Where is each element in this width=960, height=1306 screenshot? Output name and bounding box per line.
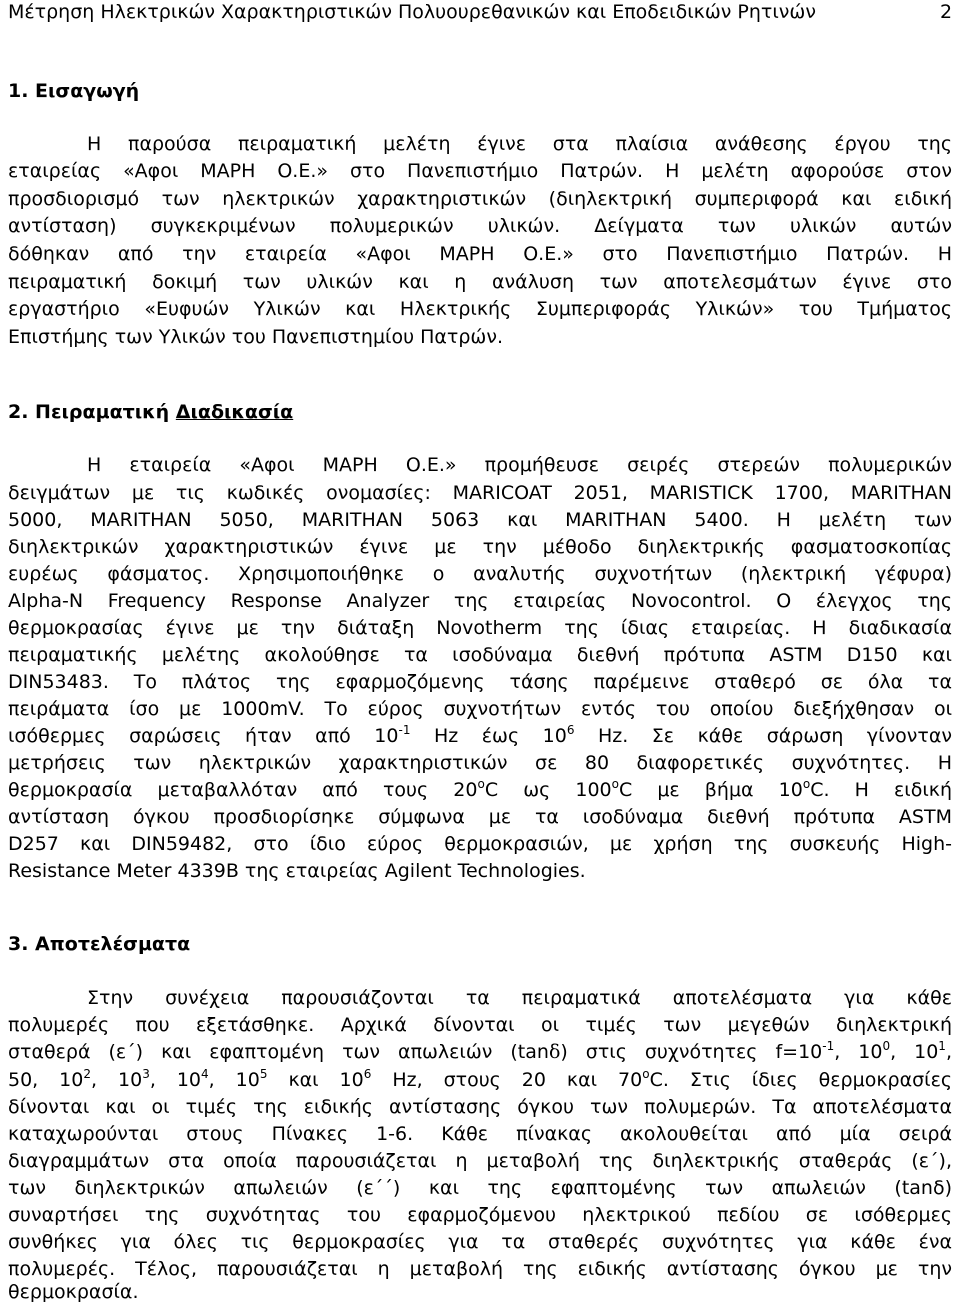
section-3-line: πολυμερές που εξετάσθηκε. Αρχικά δίνονται οι τιμές των μεγεθών διηλεκτρική [8, 1014, 952, 1036]
section-3-line: δίνονται και οι τιμές της ειδικής αντίστασης όγκου των πολυμερών. Τα αποτελέσματα [8, 1096, 952, 1118]
s3l4-text-f: Hz, στους 20 και 70 [371, 1069, 643, 1091]
s3l4-text-e: και 10 [267, 1069, 364, 1091]
section-3-line: συναρτήσει της συχνότητας του εφαρμοζόμενου ηλεκτρικού πεδίου σε ισόθερμες [8, 1204, 952, 1226]
s3l3-text-a: σταθερά (ε΄) και εφαπτομένη των απωλειών (tan [8, 1041, 549, 1063]
freq-text-c: Hz. Σε κάθε σάρωση γίνονταν [574, 725, 952, 747]
section-2-frequency-line [8, 724, 952, 748]
section-2-heading [8, 400, 293, 424]
section-2-line: ευρέως φάσματος. Χρησιμοποιήθηκε ο αναλυτής συχνοτήτων (ηλεκτρική γέφυρα) [8, 563, 952, 585]
section-2-line: διηλεκτρικών χαρακτηριστικών έγινε με την μέθοδο διηλεκτρικής φασματοσκοπίας [8, 536, 952, 558]
section-3-line: καταχωρούνται στους Πίνακες 1-6. Κάθε πίνακας ακολουθείται από μία σειρά [8, 1123, 952, 1145]
degree-symbol: o [611, 777, 619, 791]
exponent: 0 [882, 1039, 891, 1053]
section-2-line: Resistance Meter 4339B της εταιρείας Agilent Technologies. [8, 860, 586, 882]
exponent: 6 [363, 1067, 372, 1081]
section-2-line: μετρήσεις των ηλεκτρικών χαρακτηριστικών σε 80 διαφορετικές συχνότητες. Η [8, 752, 952, 774]
section-1-line: εργαστήριο «Ευφυών Υλικών και Ηλεκτρικής Συμπεριφοράς Υλικών» του Τμήματος [8, 298, 952, 320]
degree-symbol: o [477, 777, 485, 791]
section-3-frequencies-line-2 [8, 1068, 952, 1092]
freq-exponent-max: 6 [566, 723, 575, 737]
s3l3-text-d: , 10 [890, 1041, 939, 1063]
page-header-title: Μέτρηση Ηλεκτρικών Χαρακτηριστικών Πολυουρεθανικών και Εποδειδικών Ρητινών [8, 1, 816, 23]
section-2-line: δειγμάτων με τις κωδικές ονομασίες: MARICOAT 2051, MARISTICK 1700, MARITHAN [8, 482, 952, 504]
s3l4-text-c: , 10 [149, 1069, 202, 1091]
section-3-line: διαγραμμάτων στα οποία παρουσιάζεται η μεταβολή της διηλεκτρικής σταθεράς (ε΄), [8, 1150, 952, 1172]
section-3-line: συνθήκες για όλες τις θερμοκρασίες για τα σταθερές συχνότητες για κάθε ένα [8, 1231, 952, 1253]
section-2-line: αντίσταση όγκου προσδιορίσηκε σύμφωνα με τα ισοδύναμα διεθνή πρότυπα ASTM [8, 806, 952, 828]
section-2-heading-underlined: Διαδικασία [175, 401, 294, 423]
temp-text-a: θερμοκρασία μεταβαλλόταν από τους 20 [8, 779, 478, 801]
section-2-line: 5000, MARITHAN 5050, MARITHAN 5063 και MARITHAN 5400. Η μελέτη των [8, 509, 952, 531]
section-3-heading: 3. Αποτελέσματα [8, 933, 191, 955]
exponent: 3 [142, 1067, 150, 1081]
exponent: -1 [822, 1039, 835, 1053]
section-2-line: θερμοκρασίας έγινε με την διάταξη Novotherm της ίδιας εταιρείας. Η διαδικασία [8, 617, 952, 639]
section-2-line: Η εταιρεία «Αφοι ΜΑΡΗ Ο.Ε.» προμήθευσε σειρές στερεών πολυμερικών [87, 454, 952, 476]
temp-text-b: C ως 100 [484, 779, 612, 801]
section-2-line: Alpha-N Frequency Response Analyzer της εταιρείας Novocontrol. Ο έλεγχος της [8, 590, 952, 612]
section-1-line: Επιστήμης των Υλικών του Πανεπιστημίου Πατρών. [8, 326, 503, 348]
section-1-line: προσδιορισμό των ηλεκτρικών χαρακτηριστικών (διηλεκτρική συμπεριφορά και ειδική [8, 188, 952, 210]
s3l4-text-g: C. Στις ίδιες θερμοκρασίες [649, 1069, 953, 1091]
section-1-line: δόθηκαν από την εταιρεία «Αφοι ΜΑΡΗ Ο.Ε.» στο Πανεπιστήμιο Πατρών. Η [8, 243, 952, 265]
degree-symbol: o [642, 1067, 650, 1081]
s3l3-text-e: , [945, 1041, 952, 1063]
freq-exponent-min: -1 [398, 723, 411, 737]
freq-text-b: Hz έως 10 [410, 725, 567, 747]
temp-text-e: C. Η ειδική [810, 779, 952, 801]
section-2-line: DIN53483. Το πλάτος της εφαρμοζόμενης τάσης παρέμεινε σταθερό σε όλα τα [8, 671, 952, 693]
temp-text-c: C με βήμα 10 [618, 779, 803, 801]
section-1-line: αντίσταση) συγκεκριμένων πολυμερικών υλικών. Δείγματα των υλικών αυτών [8, 215, 952, 237]
delta-symbol: δ [548, 1041, 561, 1063]
s3l4-text-d: , 10 [208, 1069, 260, 1091]
page-number: 2 [940, 1, 953, 23]
section-3-line: Στην συνέχεια παρουσιάζονται τα πειραματικά αποτελέσματα για κάθε [87, 987, 952, 1009]
section-1-heading: 1. Εισαγωγή [8, 80, 140, 102]
s3l4-text-b: , 10 [91, 1069, 143, 1091]
exponent: 4 [201, 1067, 209, 1081]
exponent: 1 [938, 1039, 946, 1053]
section-2-heading-prefix: 2. Πειραματική [8, 401, 176, 423]
section-1-line: εταιρείας «Αφοι ΜΑΡΗ Ο.Ε.» στο Πανεπιστήμιο Πατρών. Η μελέτη αφορούσε στον [8, 160, 952, 182]
section-3-line: θερμοκρασία. [8, 1281, 139, 1303]
degree-symbol: o [802, 777, 811, 791]
section-3-frequencies-line [8, 1040, 952, 1064]
s3l3-text-b: ) στις συχνότητες f=10 [560, 1041, 823, 1063]
section-3-line: πολυμερές. Τέλος, παρουσιάζεται η μεταβολή της ειδικής αντίστασης όγκου με την [8, 1258, 952, 1280]
section-2-line: D257 και DIN59482, στο ίδιο εύρος θερμοκρασιών, με χρήση της συσκευής High- [8, 833, 952, 855]
section-1-line: Η παρούσα πειραματική μελέτη έγινε στα πλαίσια ανάθεσης έργου της [87, 133, 952, 155]
exponent: 5 [259, 1067, 268, 1081]
exponent: 2 [83, 1067, 91, 1081]
s3l3-text-c: , 10 [834, 1041, 883, 1063]
section-3-line: των διηλεκτρικών απωλειών (ε΄΄) και της εφαπτομένης των απωλειών (tanδ) [8, 1177, 952, 1199]
freq-text-a: ισόθερμες σαρώσεις ήταν από 10 [8, 725, 399, 747]
section-2-temperature-line [8, 778, 952, 802]
section-1-line: πειραματική δοκιμή των υλικών και η ανάλυση των αποτελεσμάτων έγινε στο [8, 271, 952, 293]
section-2-line: πειραματικής μελέτης ακολούθησε τα ισοδύναμα διεθνή πρότυπα ASTM D150 και [8, 644, 952, 666]
section-2-line: πειράματα ίσο με 1000mV. Το εύρος συχνοτήτων εντός του οποίου διεξήχθησαν οι [8, 698, 952, 720]
s3l4-text-a: 50, 10 [8, 1069, 84, 1091]
